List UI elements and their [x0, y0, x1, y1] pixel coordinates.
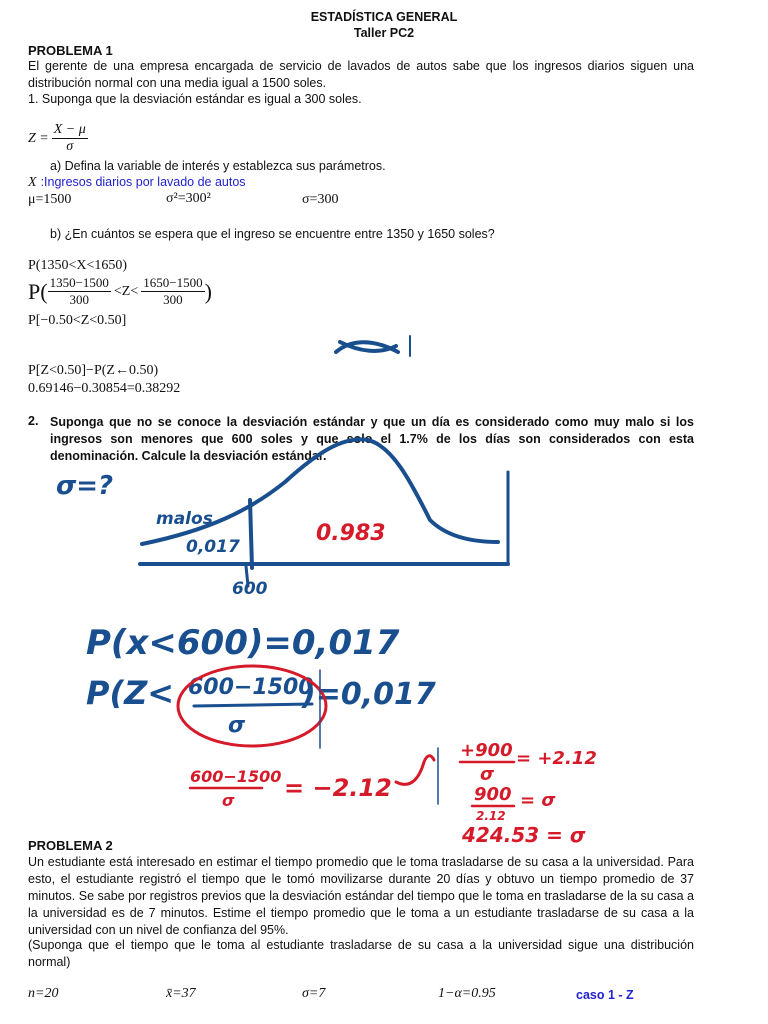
- worksheet-subtitle: Taller PC2: [353, 26, 415, 40]
- prob-result: 0.69146−0.30854=0.38292: [28, 381, 181, 396]
- right-area: 0.983: [316, 521, 386, 546]
- prob-step-2-mid: <Z<: [113, 283, 139, 299]
- p2-xbar: x̄=37: [166, 986, 196, 1001]
- frac1-den: 300: [69, 292, 89, 307]
- prob-step-3: P[−0.50<Z<0.50]: [28, 313, 127, 328]
- equation-2-rhs: )=0,017: [302, 677, 436, 712]
- question-1b: b) ¿En cuántos se espera que el ingreso se encuentre entre 1350 y 1650 soles?: [50, 227, 495, 241]
- step2-rhs: = σ: [520, 790, 556, 811]
- frac2-num: 1650−1500: [143, 275, 203, 290]
- step3-result: 424.53 = σ: [462, 823, 586, 847]
- red-arrow: [396, 756, 434, 785]
- prob-step-1: P(1350<X<1650): [28, 258, 128, 273]
- step1-num: +900: [460, 740, 513, 761]
- red-rhs: = −2.12: [284, 774, 392, 802]
- p2-n: n=20: [28, 986, 59, 1001]
- prob-step-2-close: ): [204, 278, 212, 304]
- p2-case-label: caso 1 - Z: [576, 988, 634, 1002]
- question-2: Suponga que no se conoce la desviación estándar y que un día es considerado como muy malo si los ingresos son menores que 600 soles y que solo el 1.7% de los días son considerados con esta denominación. Calcule la desviación estándar.: [50, 415, 694, 463]
- variable-symbol: X: [28, 175, 37, 190]
- red-frac-den: σ: [222, 791, 235, 810]
- param-mu: μ=1500: [28, 192, 72, 207]
- prob-step-2-open: P(: [28, 278, 48, 304]
- equation-2-den: σ: [228, 713, 246, 738]
- z-numerator: X − μ: [53, 122, 86, 137]
- x-600-label: 600: [232, 579, 268, 599]
- course-title: ESTADÍSTICA GENERAL: [310, 10, 458, 24]
- step1-rhs: = +2.12: [516, 748, 597, 769]
- problem2-note: (Suponga que el tiempo que le toma al estudiante trasladarse de su casa a la universidad sigue una distribución normal): [28, 938, 694, 969]
- problem2-heading: PROBLEMA 2: [28, 838, 113, 853]
- p2-sigma: σ=7: [302, 986, 326, 1001]
- red-frac-num: 600−1500: [190, 767, 282, 786]
- frac2-den: 300: [163, 292, 183, 307]
- question-2-number: 2.: [28, 414, 39, 428]
- equation-1: P(x<600)=0,017: [86, 623, 400, 663]
- param-variance: σ²=300²: [166, 191, 211, 206]
- problem1-statement: El gerente de una empresa encargada de servicio de lavados de autos sabe que los ingresos diarios siguen una distribución normal con una media igual a 1500 soles.: [28, 59, 694, 90]
- equation-2-num: 600−1500: [188, 675, 314, 700]
- problem2-statement: Un estudiante está interesado en estimar el tiempo promedio que le toma trasladarse de su casa a la universidad. Para esto, el estudiante registró el tiempo que le tomó movilizarse durante 20 días y obtuvo un tiempo promedio de 37 minutos. Se sabe por registros previos que la desviación estándar del tiempo que le toma en trasladarse de la su casa a la universidad es de 7 minutos. Estime el tiempo promedio que le toma a un estudiante trasladarse de su casa a la universidad con un nivel de confianza del 95%.: [28, 855, 694, 937]
- step2-num: 900: [474, 784, 512, 805]
- prob-step-4: P[Z<0.50]−P(Z←0.50): [28, 363, 159, 378]
- variable-description: :Ingresos diarios por lavado de autos: [40, 175, 246, 189]
- z-denominator: σ: [66, 139, 74, 154]
- z-lhs: Z =: [28, 130, 49, 146]
- param-sigma: σ=300: [302, 192, 339, 207]
- step1-den: σ: [480, 764, 495, 785]
- p2-confidence: 1−α=0.95: [438, 986, 496, 1001]
- question-1a: a) Defina la variable de interés y establezca sus parámetros.: [50, 159, 386, 173]
- problem1-heading: PROBLEMA 1: [28, 43, 113, 58]
- equation-2-bar: [194, 704, 312, 706]
- frac1-num: 1350−1500: [49, 275, 109, 290]
- scribble-mark: [336, 336, 410, 356]
- left-tail-area: 0,017: [186, 537, 240, 557]
- question-1: 1. Suponga que la desviación estándar es igual a 300 soles.: [28, 92, 362, 106]
- equation-2-lhs: P(Z<: [86, 674, 175, 712]
- sigma-question: σ=?: [56, 471, 114, 501]
- step2-den: 2.12: [476, 809, 506, 823]
- malos-label: malos: [156, 509, 213, 529]
